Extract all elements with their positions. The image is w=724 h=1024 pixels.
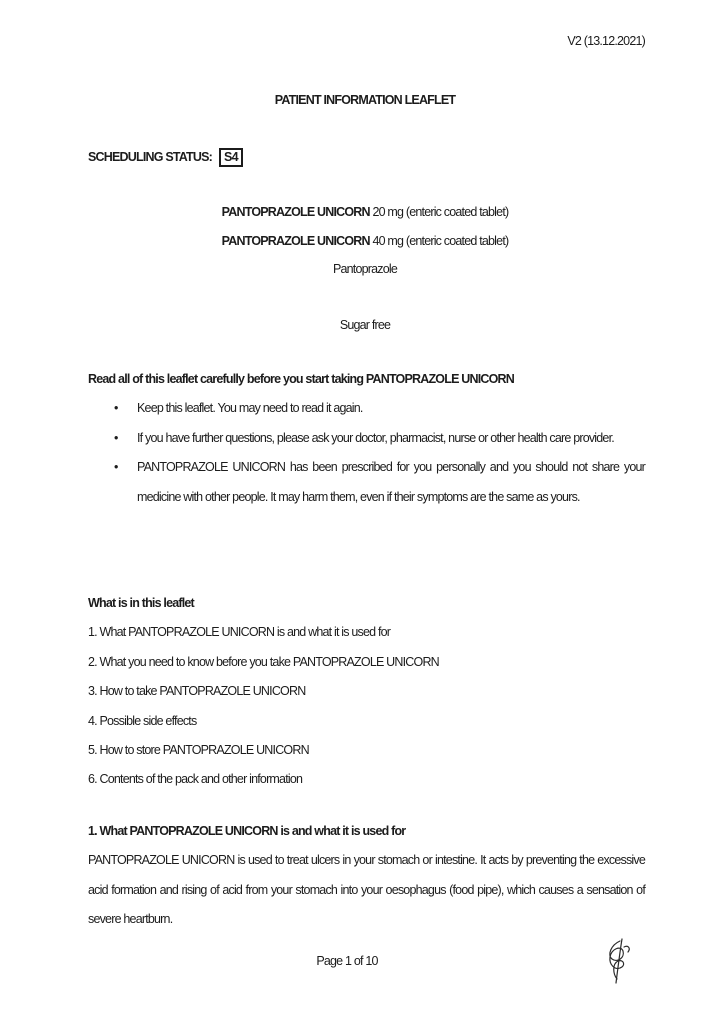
bullet-text: If you have further questions, please ask your doctor, pharmacist, nurse or other health care provider. xyxy=(137,430,614,445)
sugar-free-label: Sugar free xyxy=(339,318,391,332)
toc-item: 6. Contents of the pack and other information xyxy=(88,772,303,787)
product-line-40mg xyxy=(6,234,724,248)
page-title: PATIENT INFORMATION LEAFLET xyxy=(274,93,456,107)
scheduling-status xyxy=(88,148,243,167)
product-brand: PANTOPRAZOLE UNICORN xyxy=(221,234,370,248)
section-1 xyxy=(88,817,645,935)
bullet-text: Keep this leaflet. You may need to read it again. xyxy=(137,401,363,416)
product-brand: PANTOPRAZOLE UNICORN xyxy=(221,205,370,219)
active-ingredient-label: Pantoprazole xyxy=(332,262,398,276)
list-item xyxy=(88,394,645,423)
scheduling-status-value: S4 xyxy=(219,148,243,167)
section-1-heading: 1. What PANTOPRAZOLE UNICORN is and what it is used for xyxy=(88,824,406,838)
read-section xyxy=(88,365,645,512)
bullet-text: PANTOPRAZOLE UNICORN has been prescribed for you personally and you should not share your medicine with other people. It may harm them, even if their symptoms are the same as yours. xyxy=(137,460,645,504)
read-section-heading: Read all of this leaflet carefully before you start taking PANTOPRAZOLE UNICORN xyxy=(88,372,515,386)
scheduling-status-label: SCHEDULING STATUS: xyxy=(88,150,213,164)
page-number: Page 1 of 10 xyxy=(316,954,378,968)
bullet-icon: • xyxy=(114,460,118,475)
toc-item: 1. What PANTOPRAZOLE UNICORN is and what it is used for xyxy=(88,625,391,640)
bullet-icon: • xyxy=(114,401,118,416)
product-strength: 40 mg (enteric coated tablet) xyxy=(369,234,509,248)
bullet-icon: • xyxy=(114,430,118,445)
list-item xyxy=(88,453,645,512)
product-strength: 20 mg (enteric coated tablet) xyxy=(369,205,509,219)
toc-item: 2. What you need to know before you take PANTOPRAZOLE UNICORN xyxy=(88,654,439,669)
toc-heading: What is in this leaflet xyxy=(88,596,194,610)
toc-item: 4. Possible side effects xyxy=(88,713,197,728)
handwritten-initials-icon xyxy=(601,937,635,987)
section-1-paragraph: PANTOPRAZOLE UNICORN is used to treat ulcers in your stomach or intestine. It acts by preventing the excessive acid formation and rising of acid from your stomach into your oesophagus (food pipe), which causes a sensation of severe heartburn. xyxy=(88,853,645,927)
toc-item: 5. How to store PANTOPRAZOLE UNICORN xyxy=(88,743,309,758)
toc-item: 3. How to take PANTOPRAZOLE UNICORN xyxy=(88,684,306,699)
list-item xyxy=(88,424,645,453)
version-label: V2 (13.12.2021) xyxy=(567,34,645,48)
toc-section xyxy=(88,589,645,795)
product-line-20mg xyxy=(6,205,724,219)
